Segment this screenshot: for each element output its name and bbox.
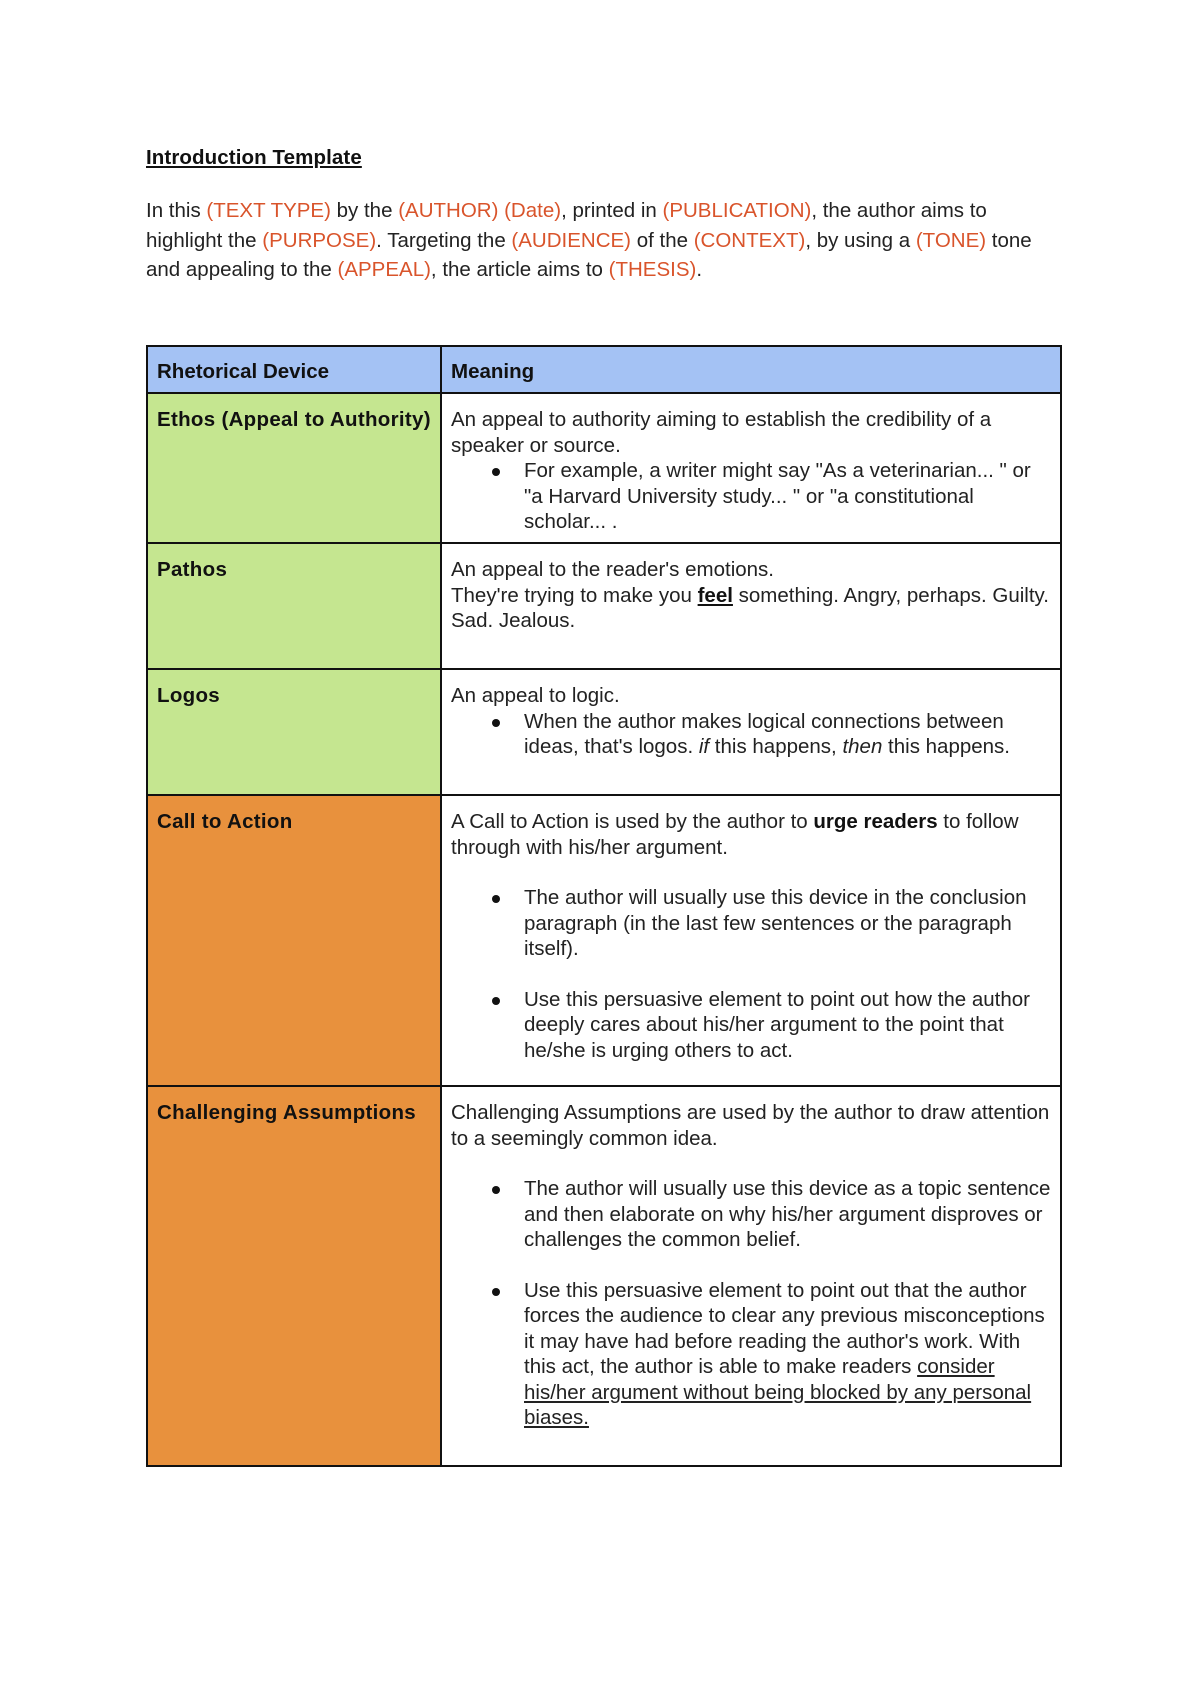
meaning-logos [441,669,1061,795]
rhetorical-devices-table [146,345,1062,1467]
table-row-pathos [147,543,1061,669]
meaning-ethos [441,393,1061,543]
placeholder-tone: (TONE) [915,228,987,252]
list-item: The author will usually use this device as a topic sentence and then elaborate on why his/her argument disproves or challenges the common belief. [524,1177,1051,1251]
list-item [524,1278,1051,1431]
meaning-text [451,583,1051,634]
meaning-text-run: this happens. [882,735,1011,758]
intro-text: tone and appealing to the [146,228,1032,281]
meaning-text-run: something. Angry, perhaps. Guilty. Sad. Jealous. [451,583,1049,632]
emphasis-if: if [698,735,710,758]
meaning-text-run: to follow through with his/her argument. [451,810,1019,859]
placeholder-appeal: (APPEAL) [337,258,431,281]
bullet-list [451,885,1051,962]
emphasis-then: then [842,735,883,758]
placeholder-context: (CONTEXT) [693,228,806,252]
device-name-pathos: Pathos [147,543,441,669]
meaning-text-run: When the author makes logical connections between ideas, that's logos. [524,709,1004,758]
meaning-text-run: this happens, [709,735,843,758]
intro-text: , the author aims to highlight the [146,199,987,252]
meaning-text [451,809,1051,860]
meaning-text-run: A Call to Action is used by the author to [451,810,814,833]
placeholder-publication: (PUBLICATION) [662,199,812,222]
meaning-text: Challenging Assumptions are used by the author to draw attention to a seemingly common idea. [451,1101,1050,1150]
device-name-call-to-action: Call to Action [147,795,441,1086]
placeholder-text-type: (TEXT TYPE) [206,199,331,222]
bullet-list [451,1278,1051,1431]
placeholder-date: (Date) [504,199,562,222]
meaning-pathos [441,543,1061,669]
table-row-ethos [147,393,1061,543]
device-name-logos: Logos [147,669,441,795]
emphasis-feel: feel [697,583,733,607]
intro-text: , the article aims to [430,258,609,281]
emphasis-urge-readers: urge readers [813,810,938,833]
meaning-text: An appeal to authority aiming to establish the credibility of a speaker or source. [451,408,992,457]
header-meaning: Meaning [441,346,1061,393]
intro-text: of the [631,228,694,252]
bullet-list [451,1176,1051,1253]
document-title: Introduction Template [146,146,362,169]
introduction-template-paragraph [146,196,1066,285]
table-row-challenging-assumptions [147,1086,1061,1466]
intro-text: , printed in [561,199,663,222]
meaning-text: An appeal to the reader's emotions. [451,558,775,581]
list-item: Use this persuasive element to point out how the author deeply cares about his/her argument to the point that he/she is urging others to act. [524,987,1051,1064]
bullet-list [451,987,1051,1064]
list-item: For example, a writer might say "As a veterinarian... " or "a Harvard University study... " or "a constitutional scholar... . [524,458,1051,535]
list-item: The author will usually use this device in the conclusion paragraph (in the last few sentences or the paragraph itself). [524,885,1051,962]
header-rhetorical-device: Rhetorical Device [147,346,441,393]
meaning-text-run: They're trying to make you [451,583,698,607]
intro-text: In this [146,199,207,222]
meaning-text-run: Use this persuasive element to point out that the author forces the audience to clear any previous misconceptions it may have had before reading the author's work. With this act, the author is able to make readers [524,1278,1045,1378]
bullet-list [451,458,1051,535]
device-name-ethos: Ethos (Appeal to Authority) [147,393,441,543]
emphasis-underlined: consider his/her argument without being blocked by any personal biases. [524,1355,1032,1429]
meaning-call-to-action [441,795,1061,1086]
placeholder-thesis: (THESIS) [608,258,697,281]
placeholder-purpose: (PURPOSE) [262,228,377,252]
intro-text: . [696,258,703,281]
placeholder-author: (AUTHOR) [398,199,499,222]
meaning-challenging-assumptions [441,1086,1061,1466]
table-row-call-to-action [147,795,1061,1086]
bullet-list [451,709,1051,760]
table-header-row [147,346,1061,393]
list-item [524,709,1051,760]
intro-text: . Targeting the [376,228,512,252]
device-name-challenging-assumptions: Challenging Assumptions [147,1086,441,1466]
intro-text: , by using a [805,228,916,252]
intro-text: by the [330,199,399,222]
table-row-logos [147,669,1061,795]
placeholder-audience: (AUDIENCE) [511,228,632,252]
meaning-text: An appeal to logic. [451,684,620,707]
